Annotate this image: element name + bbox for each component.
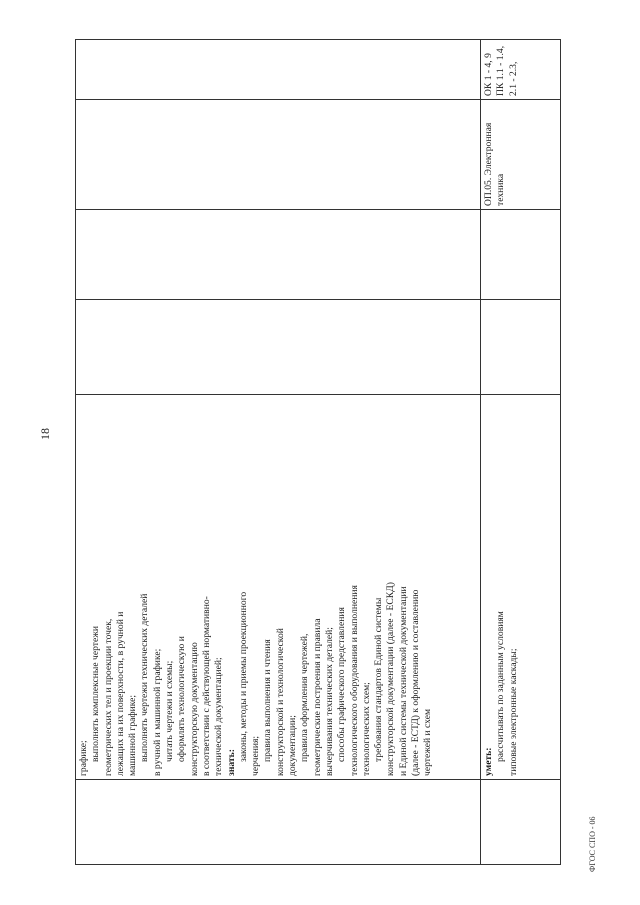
text-line: в ручной и машинной графике; [151,648,163,776]
text-line: документации; [287,715,299,776]
cell-competencies: ОК 1 - 4, 9 ПК 1.1 - 1.4, 2.1 - 2.3, [481,40,561,100]
cell-hours-max [481,300,561,395]
text-line: технологического оборудования и выполнения [348,585,360,776]
cell-index [481,780,561,865]
text-line: выполнять комплексные чертежи [90,625,102,762]
table-row-main [76,40,481,865]
cell-hours-class [76,210,481,300]
cell-requirements [76,395,481,780]
text-line: чертежей и схем [422,708,434,776]
cell-discipline: ОП.05. Электронная техника [481,100,561,210]
cell-discipline [76,100,481,210]
cell-requirements [481,395,561,780]
requirements-lines [483,398,520,776]
text-line: правила выполнения и чтения [262,639,274,762]
rotated-table-container [75,40,560,865]
curriculum-table [75,39,561,865]
text-line: уметь: [483,747,494,776]
cell-hours-max [76,300,481,395]
text-line: законы, методы и приемы проекционного [237,591,249,762]
text-line: требования стандартов Единой системы [373,597,385,762]
text-line: технологических схем; [360,682,372,776]
text-line: (далее - ЕСТД) к оформлению и составлению [410,589,422,776]
text-line: правила оформления чертежей, [299,633,311,762]
text-line: машинной графике; [127,694,139,776]
text-line: лежащих на их поверхности, в ручной и [114,611,126,776]
cell-hours-class [481,210,561,300]
cell-index [76,780,481,865]
text-line: геометрические построения и правила [311,618,323,776]
text-line: черчения; [250,735,262,776]
cell-competencies [76,40,481,100]
page-number: 18 [38,428,52,440]
text-line: технической документацией; [213,657,225,776]
text-line: рассчитывать по заданным условиям [495,611,507,762]
text-line: графике; [78,740,89,776]
text-line: оформлять технологическую и [176,636,188,762]
text-line: вычерчивания технических деталей; [323,627,335,776]
text-line: в соответствии с действующей нормативно- [200,596,212,776]
footer-code: ФГОС СПО - 06 [588,816,597,872]
table-row-next [481,40,561,865]
text-line: геометрических тел и проекции точек, [102,618,114,776]
text-line: конструкторской документации (далее - ЕСКД) [385,582,397,776]
text-line: выполнять чертежи технических деталей [139,593,151,762]
text-line: читать чертежи и схемы; [164,660,176,762]
text-line: конструкторскую документацию [188,642,200,776]
requirements-lines [78,398,435,776]
text-line: типовые электронные каскады; [507,648,519,776]
text-line: способы графического представления [336,607,348,762]
text-line: и Единой системы технической документации [397,586,409,776]
text-line: конструкторской и технологической [274,628,286,776]
text-line: знать: [225,749,237,776]
